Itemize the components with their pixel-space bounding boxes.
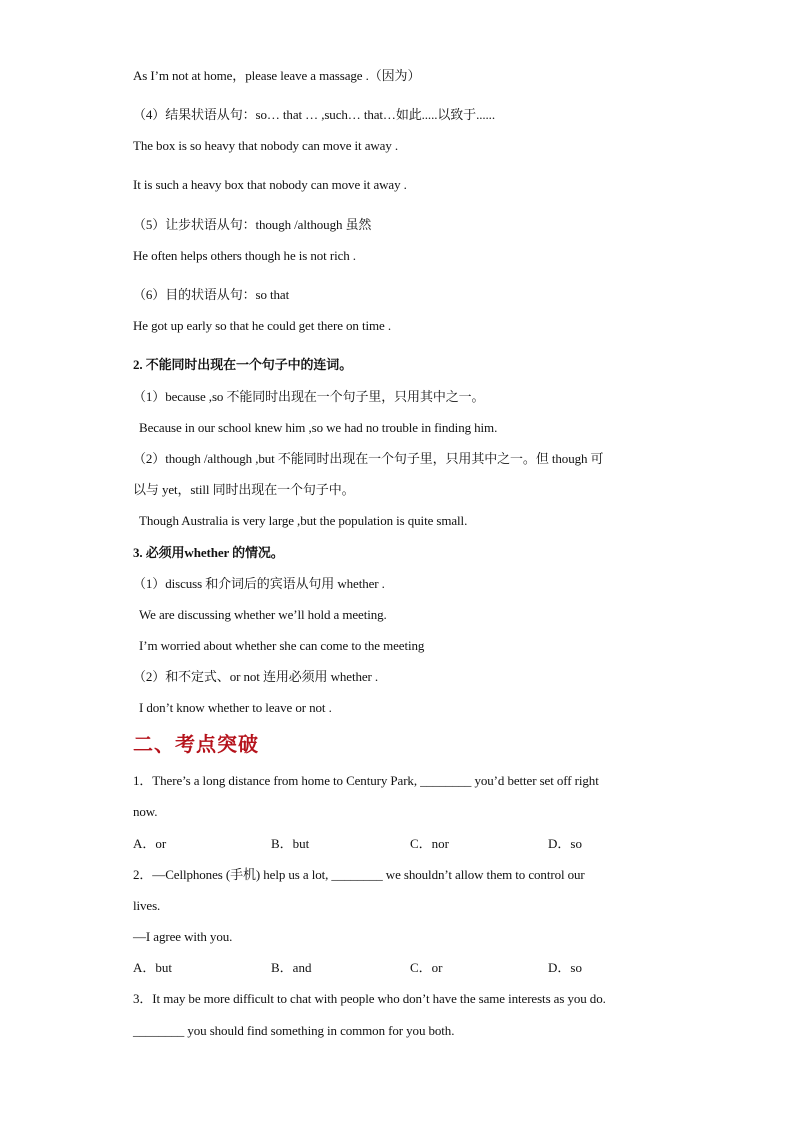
section-2-item-2-line-1: （2）though /although ,but 不能同时出现在一个句子里，只用其中之一。但 though 可 (133, 451, 604, 466)
question-1-option-d: D．so (548, 836, 582, 851)
section-2-title: 2. 不能同时出现在一个句子中的连词。 (133, 357, 353, 372)
as-example-sentence: As I’m not at home，please leave a massage .（因为） (133, 68, 421, 83)
question-2-line-2: lives. (133, 898, 161, 913)
purpose-clause-title: （6）目的状语从句：so that (133, 287, 290, 302)
section-3-item-2: （2）和不定式、or not 连用必须用 whether . (133, 669, 379, 684)
section-heading: 二、考点突破 (133, 734, 259, 756)
question-3-line-2: ________ you should find something in common for you both. (133, 1023, 455, 1038)
section-2-item-1-example: Because in our school knew him ,so we had no trouble in finding him. (139, 420, 498, 435)
section-3-item-1-example-1: We are discussing whether we’ll hold a meeting. (139, 607, 387, 622)
question-2-line-1: 2．—Cellphones (手机) help us a lot, ________ we shouldn’t allow them to control our (133, 867, 585, 882)
section-2-item-2-line-2: 以与 yet，still 同时出现在一个句子中。 (133, 482, 355, 497)
question-1-line-2: now. (133, 804, 158, 819)
question-1-option-b: B．but (271, 836, 310, 851)
question-1-option-a: A．or (133, 836, 167, 851)
section-3-item-1-example-2: I’m worried about whether she can come to the meeting (139, 638, 425, 653)
question-1-option-c: C．nor (410, 836, 450, 851)
result-clause-title: （4）结果状语从句：so… that … ,such… that…如此.....以致于...... (133, 107, 495, 122)
question-2-line-3: —I agree with you. (133, 929, 233, 944)
section-3-item-1: （1）discuss 和介词后的宾语从句用 whether . (133, 576, 385, 591)
concession-clause-example: He often helps others though he is not rich . (133, 248, 356, 263)
section-3-item-2-example: I don’t know whether to leave or not . (139, 700, 332, 715)
purpose-clause-example: He got up early so that he could get there on time . (133, 318, 391, 333)
question-2-option-c: C．or (410, 960, 443, 975)
question-2-option-a: A．but (133, 960, 173, 975)
question-2-option-d: D．so (548, 960, 582, 975)
section-2-item-1: （1）because ,so 不能同时出现在一个句子里，只用其中之一。 (133, 389, 485, 404)
section-2-item-2-example: Though Australia is very large ,but the population is quite small. (139, 513, 468, 528)
question-1-line-1: 1．There’s a long distance from home to Century Park, ________ you’d better set off right (133, 773, 599, 788)
result-clause-example-1: The box is so heavy that nobody can move it away . (133, 138, 399, 153)
result-clause-example-2: It is such a heavy box that nobody can move it away . (133, 177, 407, 192)
question-2-option-b: B．and (271, 960, 312, 975)
concession-clause-title: （5）让步状语从句：though /although 虽然 (133, 217, 372, 232)
question-3-line-1: 3．It may be more difficult to chat with people who don’t have the same interests as you do. (133, 991, 606, 1006)
section-3-title: 3. 必须用whether 的情况。 (133, 545, 284, 560)
